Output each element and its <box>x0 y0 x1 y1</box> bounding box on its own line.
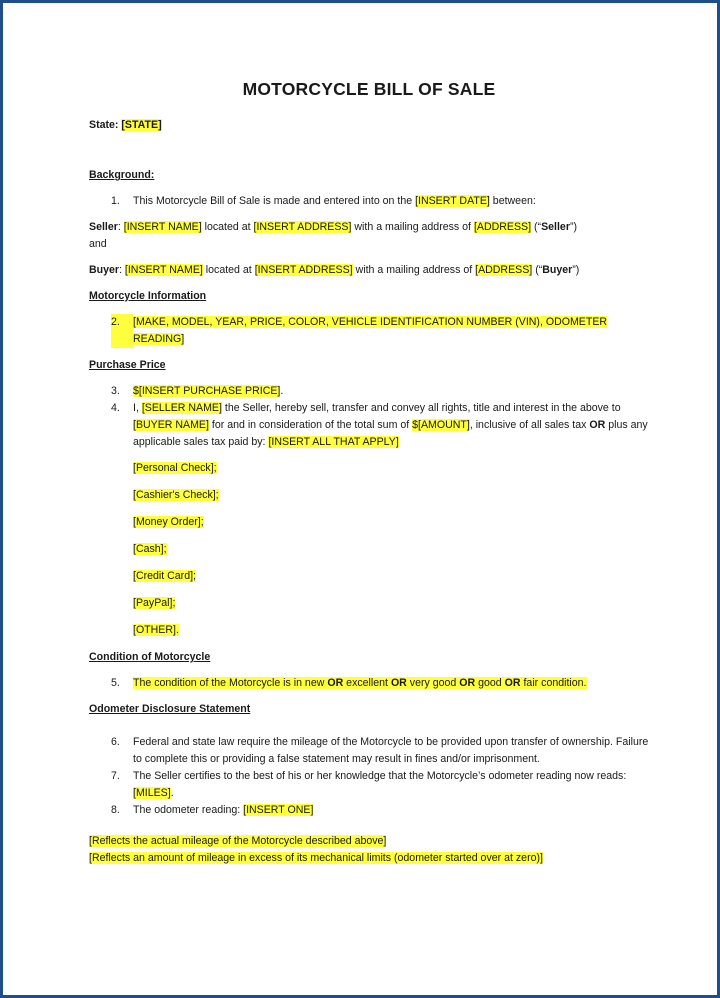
list-item: 6. Federal and state law require the mileage of the Motorcycle to be provided upon transfer of ownership. Failure to complete this or providing a false statement may result in fines and/or imprisonment. <box>111 736 649 765</box>
condition-field: The condition of the Motorcycle is in new OR excellent OR very good OR good OR fair condition. <box>133 677 587 689</box>
payment-methods-field: [INSERT ALL THAT APPLY] <box>268 436 399 448</box>
buyer-name-field: [INSERT NAME] <box>124 264 203 276</box>
miles-field: [MILES] <box>133 787 171 799</box>
payment-option: [Money Order]; <box>133 516 204 528</box>
list-item: 7. The Seller certifies to the best of his or her knowledge that the Motorcycle’s odometer reading now reads: [MILES]. <box>111 770 627 799</box>
section-heading-odometer: Odometer Disclosure Statement <box>89 703 251 715</box>
state-line <box>89 117 649 134</box>
list-item: 5. The condition of the Motorcycle is in new OR excellent OR very good OR good OR fair condition. <box>111 677 587 689</box>
section-heading-purchase-price: Purchase Price <box>89 359 166 371</box>
amount-field: $[AMOUNT] <box>412 419 470 431</box>
document-title: MOTORCYCLE BILL OF SALE <box>242 79 496 99</box>
odometer-choice-field: [INSERT ONE] <box>243 804 314 816</box>
odometer-choice: [Reflects an amount of mileage in excess of its mechanical limits (odometer started over at zero)] <box>89 852 543 864</box>
list-item: 8. The odometer reading: [INSERT ONE] <box>111 804 314 816</box>
date-field: [INSERT DATE] <box>415 195 490 207</box>
seller-paragraph: Seller: [INSERT NAME] located at [INSERT ADDRESS] with a mailing address of [ADDRESS] (“Seller”) and <box>89 221 577 250</box>
payment-option: [Cash]; <box>133 543 167 555</box>
purchase-price-field: $[INSERT PURCHASE PRICE] <box>133 385 281 397</box>
list-item: 3. $[INSERT PURCHASE PRICE]. <box>111 385 284 397</box>
section-heading-condition: Condition of Motorcycle <box>89 651 211 663</box>
list-item: 1. This Motorcycle Bill of Sale is made and entered into on the [INSERT DATE] between: <box>111 195 536 207</box>
seller-name-field: [SELLER NAME] <box>141 402 222 414</box>
section-heading-background: Background: <box>89 169 155 181</box>
vehicle-details-field: [MAKE, MODEL, YEAR, PRICE, COLOR, VEHICLE IDENTIFICATION NUMBER (VIN), ODOMETER READING] <box>133 316 608 345</box>
seller-mail-address-field: [ADDRESS] <box>473 221 532 233</box>
buyer-address-field: [INSERT ADDRESS] <box>254 264 353 276</box>
payment-option: [Personal Check]; <box>133 462 217 474</box>
seller-address-field: [INSERT ADDRESS] <box>253 221 352 233</box>
state-label: State: <box>89 119 119 131</box>
state-field: [STATE] <box>121 119 162 131</box>
list-item: 4. I, [SELLER NAME] the Seller, hereby sell, transfer and convey all rights, title and interest in the above to [BUYER NAME] for and in consideration of the total sum of $[AMOUNT], inclusive of all sales tax OR plus any applicable sales tax paid by: [INSERT ALL THAT APPLY] <box>111 402 648 448</box>
buyer-paragraph: Buyer: [INSERT NAME] located at [INSERT ADDRESS] with a mailing address of [ADDRESS] (“Buyer”) <box>89 264 580 276</box>
seller-name-field: [INSERT NAME] <box>123 221 202 233</box>
payment-option: [Credit Card]; <box>133 570 196 582</box>
buyer-name-field: [BUYER NAME] <box>133 419 209 431</box>
buyer-mail-address-field: [ADDRESS] <box>475 264 533 276</box>
section-heading-motorcycle-information: Motorcycle Information <box>89 290 207 302</box>
document-body <box>89 81 649 867</box>
odometer-choice: [Reflects the actual mileage of the Motorcycle described above] <box>89 835 387 847</box>
payment-option: [PayPal]; <box>133 597 176 609</box>
payment-option: [Cashier's Check]; <box>133 489 219 501</box>
payment-option: [OTHER]. <box>133 624 179 636</box>
list-item: 2. [MAKE, MODEL, YEAR, PRICE, COLOR, VEHICLE IDENTIFICATION NUMBER (VIN), ODOMETER READING] <box>89 314 649 348</box>
